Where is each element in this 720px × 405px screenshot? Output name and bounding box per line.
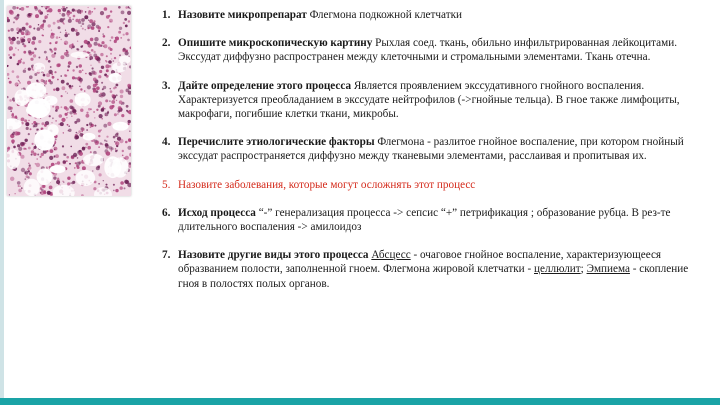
question-number: 1.	[162, 9, 171, 21]
question-1	[162, 8, 707, 22]
micrograph-image	[7, 6, 131, 196]
question-7	[162, 248, 707, 291]
answer-text: Рыхлая соед. ткань, обильно инфильтрированная лейкоцитами. Экссудат диффузно распространен между клеточными и стромальными элементами. Ткань отечна.	[178, 37, 677, 64]
question-2	[162, 36, 707, 64]
question-text: Опишите микроскопическую картину	[178, 37, 373, 50]
question-4	[162, 135, 707, 163]
question-number: 2.	[162, 37, 171, 50]
question-text: Назовите другие виды этого процесса	[178, 249, 369, 262]
question-6	[162, 206, 707, 234]
term-abscess: Абсцесс	[371, 249, 411, 262]
question-number: 4.	[162, 136, 171, 149]
answer-text: - скопление гноя в полостях полых органов.	[178, 263, 689, 290]
question-text: Исход процесса	[178, 206, 256, 219]
question-text: Назовите заболевания, которые могут осложнять этот процесс	[178, 178, 476, 191]
question-number: 3.	[162, 79, 171, 92]
answer-text: - очаговое гнойное воспаление, характеризующееся образванием полости, заполненной гноем. Флегмона жировой клетчатки -	[178, 249, 662, 276]
term-cellulitis: целлюлит	[534, 263, 581, 276]
question-5	[162, 178, 707, 192]
question-number: 7.	[162, 249, 171, 262]
answer-text: ;	[580, 263, 587, 276]
question-text: Перечислите этиологические факторы	[178, 136, 375, 149]
left-accent-strip	[0, 0, 4, 405]
answer-text: Флегмона подкожной клетчатки	[309, 9, 463, 21]
question-text: Дайте определение этого процесса	[178, 79, 352, 92]
answer-text: Является проявлением экссудативного гнойного воспаления. Характеризуется преобладанием в экссудате нейтрофилов (->гнойные тельца). В гное также лимфоциты, макрофаги, погибшие клетки ткани, микробы.	[178, 79, 680, 121]
question-text: Назовите микропрепарат	[178, 9, 307, 21]
answer-text: “-” генерализация процесса -> сепсис “+” петрификация ; образование рубца. В рез-те длительного воспаления -> амилоидоз	[178, 206, 671, 234]
question-list	[162, 8, 707, 305]
answer-text: Флегмона - разлитое гнойное воспаление, при котором гнойный экссудат распространяется диффузно между тканевыми элементами, расслаивая и пропитывая их.	[178, 136, 684, 163]
question-3	[162, 79, 707, 122]
question-number: 6.	[162, 206, 171, 219]
bottom-accent-bar	[0, 398, 720, 405]
question-number: 5.	[162, 178, 171, 191]
term-empyema: Эмпиема	[586, 263, 630, 276]
